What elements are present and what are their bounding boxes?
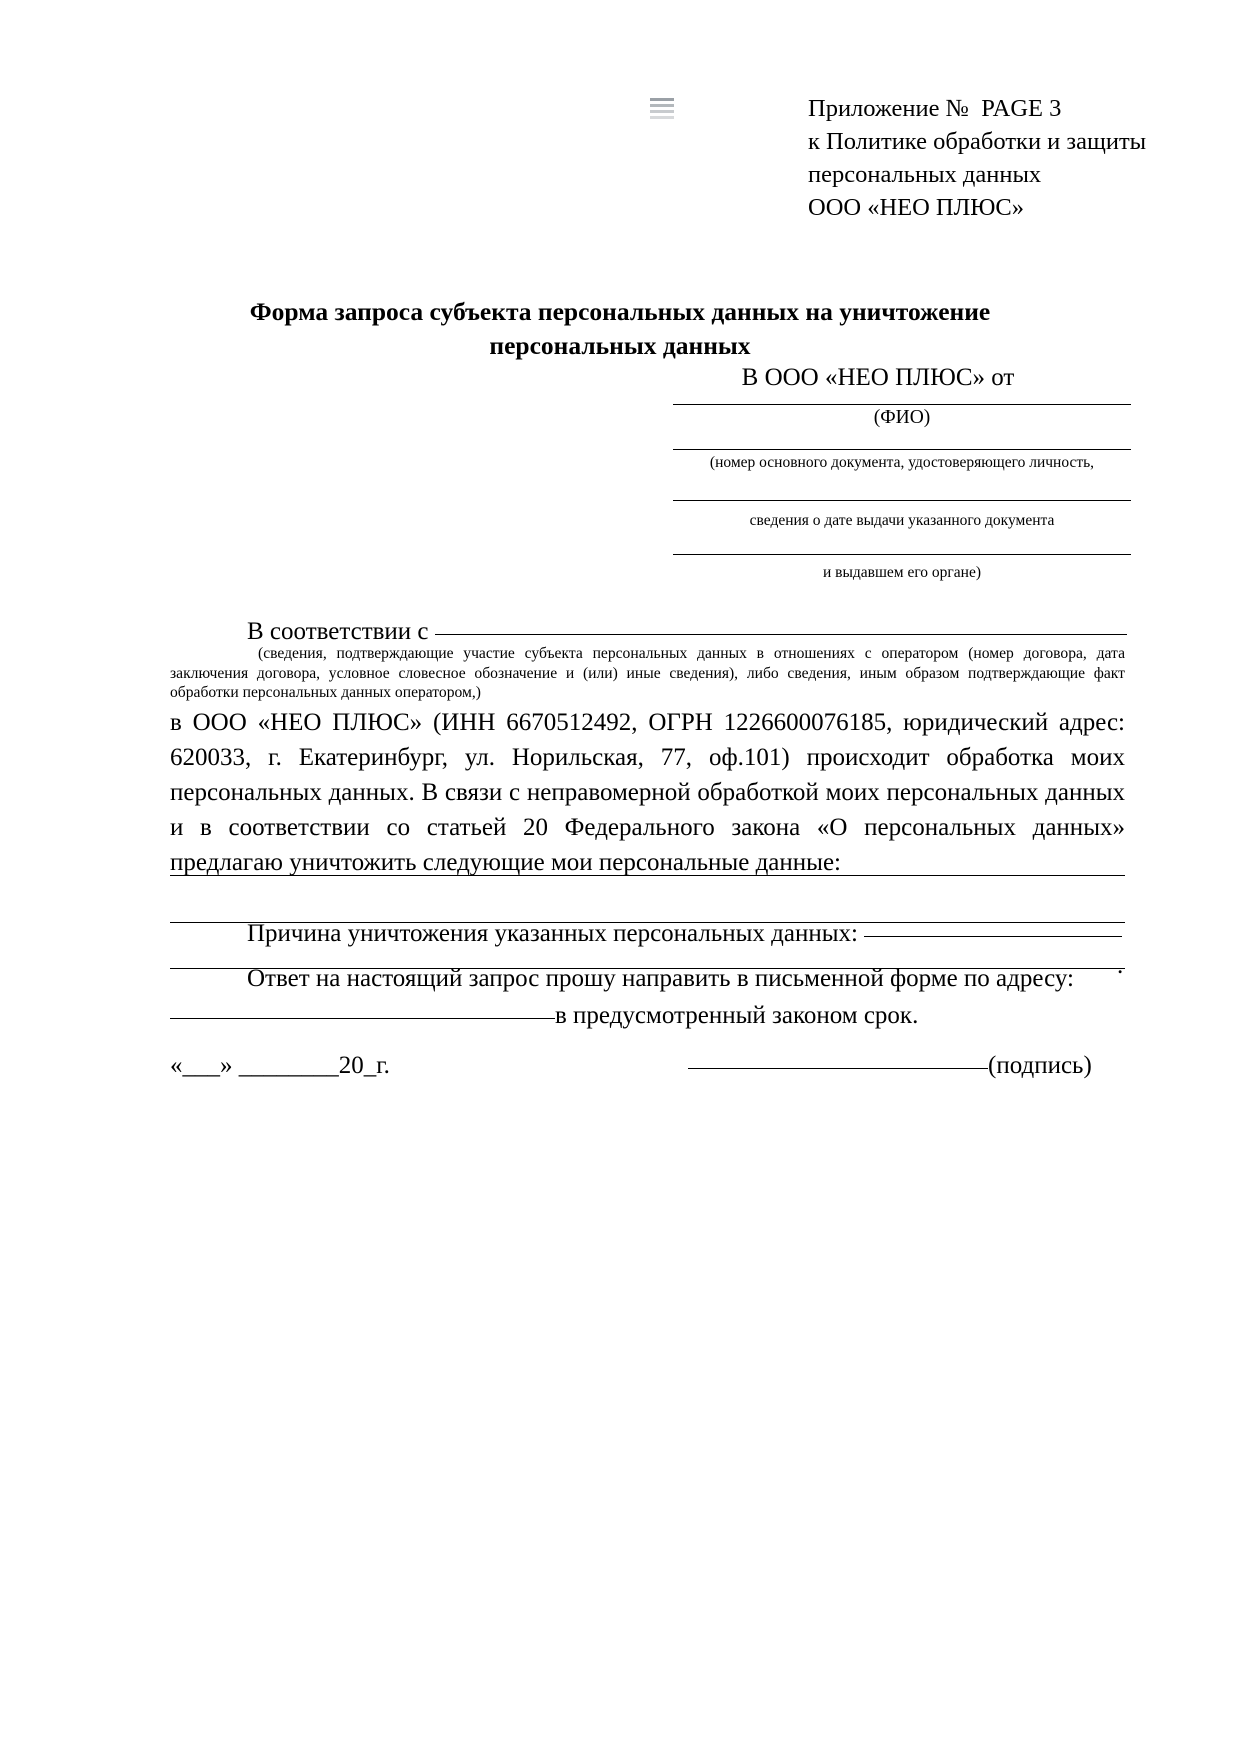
accordance-note: [170, 644, 1125, 703]
reason-row: [247, 918, 1122, 950]
header-line-1: Приложение № PAGE 3: [808, 95, 1062, 122]
document-header: [0, 92, 1242, 224]
header-line-4: ООО «НЕО ПЛЮС»: [808, 194, 1025, 221]
signature-blank[interactable]: [688, 1068, 988, 1069]
accordance-note-text: (сведения, подтверждающие участие субъекта персональных данных в отношениях с оператором (номер договора, дата заключения договора, условное словесное обозначение и (или) иные сведения), либо сведения, иным образом подтверждающие факт обработки персональных данных оператором,): [170, 645, 1125, 701]
signature-block: [688, 1050, 1092, 1082]
term-label: в предусмотренный законом срок.: [555, 1002, 919, 1029]
blank-rule-doc-number[interactable]: [673, 449, 1131, 450]
header-text-block: [808, 92, 1146, 224]
answer-row: Ответ на настоящий запрос прошу направить в письменной форме по адресу:: [247, 965, 1074, 992]
page-title: [170, 295, 1070, 363]
signature-label: (подпись): [988, 1052, 1092, 1079]
addressee-line: В ООО «НЕО ПЛЮС» от: [741, 364, 1015, 391]
page-title-line-2: персональных данных: [489, 331, 751, 360]
page-title-line-1: Форма запроса субъекта персональных данных на уничтожение: [249, 297, 991, 326]
blank-rule-doc-issuer[interactable]: [673, 554, 1131, 555]
document-stamp-icon: [646, 92, 680, 126]
blank-caption-fio: (ФИО): [873, 407, 931, 428]
blank-caption-doc-date: сведения о дате выдачи указанного документа: [749, 512, 1055, 529]
accordance-label: В соответствии с: [247, 618, 429, 645]
reason-blank[interactable]: [864, 936, 1122, 937]
blank-caption-doc-issuer: и выдавшем его органе): [822, 564, 982, 581]
blank-rule-doc-date[interactable]: [673, 500, 1131, 501]
blank-caption-doc-number: (номер основного документа, удостоверяющего личность,: [709, 454, 1095, 471]
blank-rule-fio[interactable]: [673, 404, 1131, 405]
term-row: [170, 1000, 918, 1032]
address-blank[interactable]: [170, 1018, 555, 1019]
date-line[interactable]: «___» ________20_г.: [170, 1052, 390, 1079]
main-paragraph: в ООО «НЕО ПЛЮС» (ИНН 6670512492, ОГРН 1226600076185, юридический адрес: 620033, г. Екатеринбург, ул. Норильская, 77, оф.101) происходит обработка моих персональных данных. В связи с неправомерной обработкой моих персональных данных и в соответствии со статьей 20 Федерального закона «О персональных данных» предлагаю уничтожить следующие мои персональные данные:: [170, 709, 1125, 876]
data-blank-line-1[interactable]: [170, 875, 1125, 876]
header-line-3: персональных данных: [808, 161, 1042, 188]
accordance-blank[interactable]: [435, 634, 1127, 635]
header-line-2: к Политике обработки и защиты: [808, 128, 1147, 155]
reason-label: Причина уничтожения указанных персональных данных:: [247, 920, 858, 947]
reason-end-dot: .: [1117, 952, 1124, 979]
